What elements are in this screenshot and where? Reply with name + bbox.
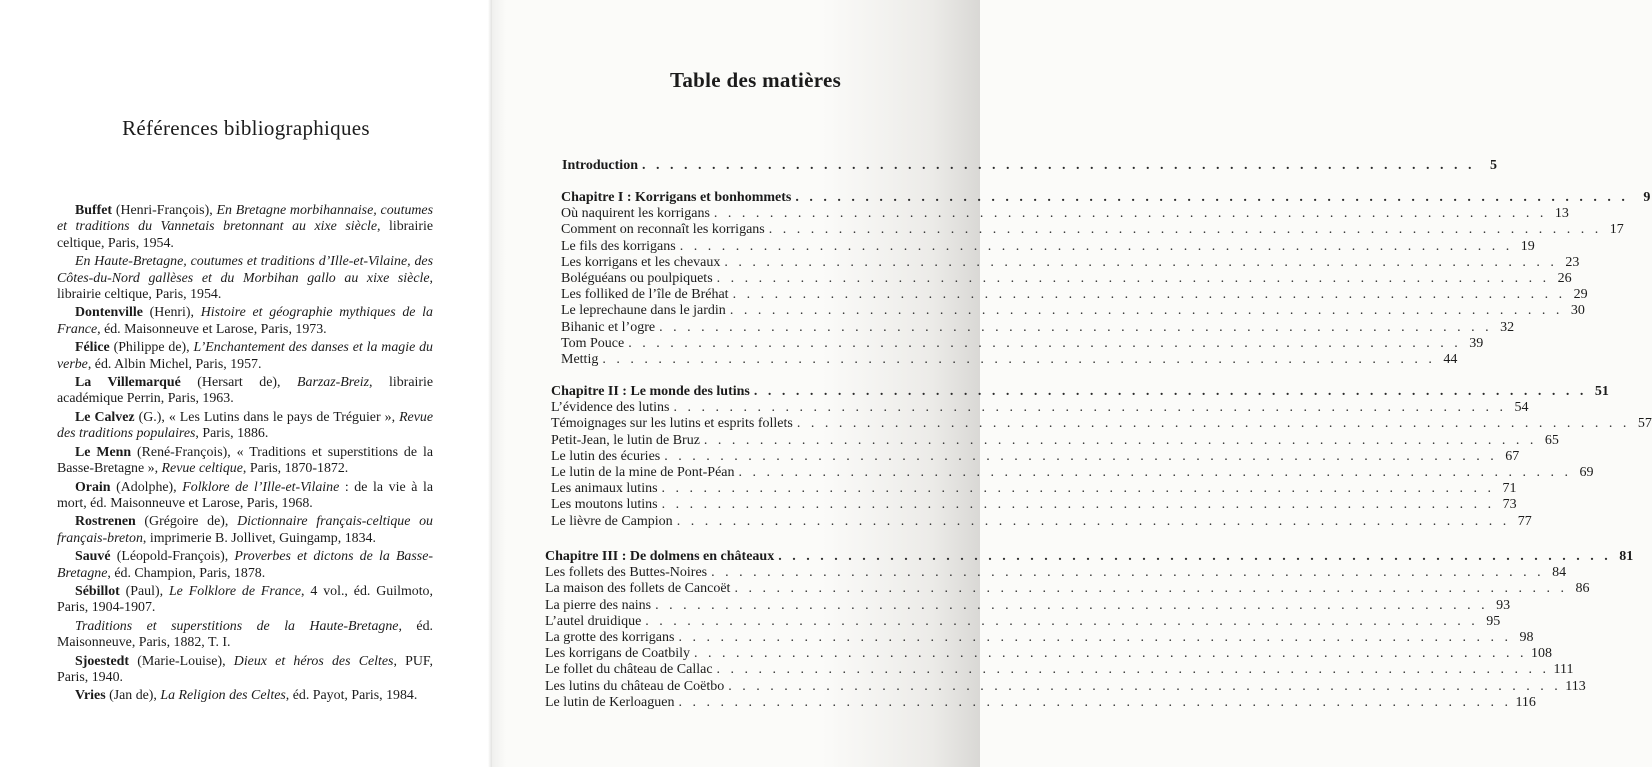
toc-page-number: 32: [1500, 319, 1515, 335]
toc-entry-title: Les korrigans de Coatbily: [545, 646, 691, 662]
dot-leader: . . . . . . . . . . . . . . . . . . . . . . . . . . . . . . . . . . . . . . . . . . . . . . . . . . . . . . . . . . . .: [713, 206, 1547, 222]
toc-page-number: 51: [1594, 384, 1609, 399]
dot-leader: . . . . . . . . . . . . . . . . . . . . . . . . . . . . . . . . . . . . . . . . . . . . . . . . . . . . . . . . . . . .: [768, 222, 1602, 238]
toc-page-number: 23: [1565, 254, 1580, 270]
reference-work-title: En Bretagne morbihannaise, coutumes et traditions du Vannetais bretonnant au xixe siècle: [57, 203, 433, 235]
reference-entry: [57, 619, 433, 652]
toc-page-number: 54: [1514, 400, 1529, 416]
reference-text: , éd. Payot, Paris, 1984.: [285, 688, 418, 704]
reference-entry: [57, 254, 433, 303]
reference-text: , librairie celtique, Paris, 1954.: [57, 270, 433, 303]
reference-text: (Jan de),: [105, 688, 161, 704]
toc-entry-row: [561, 222, 1624, 238]
reference-work-title: Le Folklore de France: [168, 583, 302, 599]
toc-page-number: 111: [1553, 662, 1574, 678]
toc-entry-row: [561, 254, 1580, 271]
reference-author: Buffet: [75, 203, 113, 218]
reference-author: Dontenville: [75, 305, 143, 321]
dot-leader: . . . . . . . . . . . . . . . . . . . . . . . . . . . . . . . . . . . . . . . . . . . . . . . . . . . . . . . . . . . .: [703, 432, 1537, 448]
toc-entry-title: L’autel druidique: [545, 613, 642, 629]
reference-entry: [57, 203, 433, 252]
reference-work-title: Proverbes et dictons de la Basse-Bretagne: [57, 549, 433, 581]
dot-leader: . . . . . . . . . . . . . . . . . . . . . . . . . . . . . . . . . . . . . . . . . . . . . . . . . . . . . . . . . . . .: [678, 694, 1512, 710]
toc-entry-row: [545, 629, 1534, 646]
toc-entry-title: Les korrigans et les chevaux: [561, 254, 721, 270]
toc-entry-title: Chapitre I : Korrigans et bonhommets: [561, 190, 792, 205]
reference-work-title: L’Enchantement des danses et la magie du verbe: [57, 340, 433, 372]
toc-entry-title: Témoignages sur les lutins et esprits follets: [551, 416, 793, 432]
toc-entry-row: [561, 206, 1569, 222]
reference-author: Vries: [75, 688, 106, 704]
toc-page-number: 13: [1554, 206, 1569, 222]
toc-entry-title: L’évidence des lutins: [551, 400, 670, 416]
toc-group-chapter-2: [551, 384, 1652, 530]
reference-author: Le Calvez: [75, 409, 135, 425]
reference-text: , librairie celtique, Paris, 1954.: [57, 219, 433, 251]
dot-leader: . . . . . . . . . . . . . . . . . . . . . . . . . . . . . . . . . . . . . . . . . . . . . . . . . . . . . . . . . . . .: [694, 646, 1528, 662]
reference-text: (Hersart de),: [180, 375, 298, 391]
dot-leader: . . . . . . . . . . . . . . . . . . . . . . . . . . . . . . . . . . . . . . . . . . . . . . . . . . . . . . . . . . . .: [724, 254, 1558, 270]
toc-title: Table des matières: [670, 68, 842, 92]
toc-page-number: 5: [1489, 158, 1497, 173]
reference-author: Orain: [75, 479, 111, 495]
toc-page-number: 108: [1531, 646, 1553, 662]
reference-author: Sjoestedt: [75, 653, 130, 669]
toc-entry-row: [551, 400, 1529, 416]
toc-page-number: 84: [1552, 565, 1567, 581]
toc-entry-row: [561, 287, 1588, 303]
reference-work-title: Traditions et superstitions de la Haute-Bretagne: [75, 618, 399, 634]
reference-entry: [57, 584, 433, 617]
dot-leader: . . . . . . . . . . . . . . . . . . . . . . . . . . . . . . . . . . . . . . . . . . . . . . . . . . . . . . . . . . . .: [655, 597, 1489, 613]
reference-work-title: Revue celtique: [161, 461, 243, 477]
reference-text: , éd. Maisonneuve et Larose, Paris, 1973.: [97, 321, 327, 337]
toc-entry-row: [551, 416, 1652, 432]
toc-page-number: 19: [1520, 238, 1535, 254]
reference-text: , éd. Albin Michel, Paris, 1957.: [87, 356, 262, 372]
reference-text: (Paul),: [119, 583, 169, 599]
toc-group-chapter-1: [561, 190, 1651, 368]
reference-text: (Philippe de),: [109, 340, 194, 356]
toc-entry-row: [551, 481, 1517, 497]
toc-page-number: 9: [1643, 190, 1651, 205]
reference-work-title: Barzaz-Breiz: [297, 375, 370, 391]
toc-chapter-row: [545, 549, 1634, 565]
toc-entry-row: [545, 613, 1501, 630]
toc-entry-row: [545, 646, 1553, 662]
reference-entry: [57, 340, 433, 373]
dot-leader: . . . . . . . . . . . . . . . . . . . . . . . . . . . . . . . . . . . . . . . . . . . . . . . . . . . . . . . . . . . .: [676, 513, 1510, 529]
dot-leader: . . . . . . . . . . . . . . . . . . . . . . . . . . . . . . . . . . . . . . . . . . . . . . . . . . . . . . . . . . . .: [664, 448, 1498, 464]
dot-leader: . . . . . . . . . . . . . . . . . . . . . . . . . . . . . . . . . . . . . . . . . . . . . . . . . . . . . . . . . . . .: [778, 549, 1612, 564]
toc-entry-title: Le lutin de Kerloaguen: [545, 694, 675, 710]
toc-page-number: 113: [1565, 678, 1586, 694]
toc-entry-row: [561, 270, 1572, 287]
reference-author: Félice: [75, 340, 110, 356]
toc-entry-title: Le lutin des écuries: [551, 448, 661, 464]
toc-entry-row: [561, 319, 1515, 336]
toc-entry-row: [561, 351, 1458, 368]
toc-entry-row: [551, 448, 1520, 465]
dot-leader: . . . . . . . . . . . . . . . . . . . . . . . . . . . . . . . . . . . . . . . . . . . . . . . . . . . . . . . . . . . .: [734, 581, 1568, 597]
reference-entry: [57, 445, 433, 478]
dot-leader: . . . . . . . . . . . . . . . . . . . . . . . . . . . . . . . . . . . . . . . . . . . . . . . . . . . . . . . . . . . .: [673, 400, 1507, 416]
reference-work-title: En Haute-Bretagne, coutumes et traditions d’Ille-et-Vilaine, des Côtes-du-Nord gallèses et du Morbihan gallo au xixe siècle: [57, 254, 433, 286]
toc-entry-row: [551, 513, 1532, 530]
toc-entry-row: [551, 432, 1559, 449]
toc-entry-row: [561, 335, 1484, 352]
toc-entry-row: [561, 238, 1535, 255]
toc-page-number: 77: [1517, 513, 1532, 529]
toc-page-number: 17: [1609, 222, 1624, 238]
reference-work-title: Revue des traditions populaires: [57, 409, 433, 442]
toc-entry-title: Petit-Jean, le lutin de Bruz: [551, 432, 700, 448]
toc-page-number: 65: [1544, 432, 1559, 448]
reference-text: (Henri),: [142, 305, 201, 321]
toc-chapter-row: [561, 190, 1651, 206]
toc-entry-title: Comment on reconnaît les korrigans: [561, 222, 765, 238]
toc-entry-title: Bihanic et l’ogre: [561, 319, 656, 335]
dot-leader: . . . . . . . . . . . . . . . . . . . . . . . . . . . . . . . . . . . . . . . . . . . . . . . . . . . . . . . . . . . .: [661, 481, 1495, 497]
toc-entry-row: [551, 497, 1517, 513]
dot-leader: . . . . . . . . . . . . . . . . . . . . . . . . . . . . . . . . . . . . . . . . . . . . . . . . . . . . . . . . . . . .: [795, 190, 1629, 205]
reference-text: (Grégoire de),: [135, 514, 238, 530]
toc-page-number: 67: [1505, 448, 1520, 464]
dot-leader: . . . . . . . . . . . . . . . . . . . . . . . . . . . . . . . . . . . . . . . . . . . . . . . . . . . . . . . . . . . .: [678, 629, 1512, 645]
toc-entry-title: Le leprechaune dans le jardin: [561, 303, 726, 319]
references-list: [57, 203, 433, 707]
toc-entry-title: La grotte des korrigans: [545, 629, 675, 645]
reference-author: Sébillot: [75, 583, 120, 599]
dot-leader: . . . . . . . . . . . . . . . . . . . . . . . . . . . . . . . . . . . . . . . . . . . . . . . . . . . . . . . . . . . .: [716, 662, 1550, 678]
references-title: Références bibliographiques: [122, 116, 370, 140]
reference-text: , éd. Champion, Paris, 1878.: [107, 565, 266, 581]
toc-page-number: 44: [1443, 351, 1458, 367]
dot-leader: . . . . . . . . . . . . . . . . . . . . . . . . . . . . . . . . . . . . . . . . . . . . . . . . . . . . . . . . . . . .: [729, 303, 1563, 319]
dot-leader: . . . . . . . . . . . . . . . . . . . . . . . . . . . . . . . . . . . . . . . . . . . . . . . . . . . . . . . . . . . .: [602, 351, 1436, 367]
toc-page-number: 69: [1579, 464, 1594, 480]
toc-entry-title: La pierre des nains: [545, 597, 652, 613]
reference-author: La Villemarqué: [75, 375, 181, 391]
toc-entry-row: [545, 565, 1567, 581]
reference-work-title: Dieux et héros des Celtes: [233, 653, 394, 669]
reference-text: (René-François), « Traditions et superstitions de la Basse-Bretagne »,: [57, 444, 433, 477]
left-page: [0, 0, 492, 767]
reference-text: (Adolphe),: [110, 479, 183, 495]
dot-leader: . . . . . . . . . . . . . . . . . . . . . . . . . . . . . . . . . . . . . . . . . . . . . . . . . . . . . . . . . . . .: [659, 319, 1493, 335]
reference-entry: [57, 410, 433, 443]
toc-page-number: 81: [1619, 549, 1634, 564]
reference-text: (Henri-François),: [112, 203, 217, 218]
toc-page-number: 29: [1573, 287, 1588, 303]
toc-entry-title: Chapitre II : Le monde des lutins: [551, 384, 750, 399]
toc-page-number: 98: [1519, 629, 1534, 645]
dot-leader: . . . . . . . . . . . . . . . . . . . . . . . . . . . . . . . . . . . . . . . . . . . . . . . . . . . . . . . . . . . .: [796, 416, 1630, 432]
reference-text: , imprimerie B. Jollivet, Guingamp, 1834.: [142, 530, 376, 546]
dot-leader: . . . . . . . . . . . . . . . . . . . . . . . . . . . . . . . . . . . . . . . . . . . . . . . . . . . . . . . . . . . .: [661, 497, 1495, 513]
toc-page-number: 30: [1570, 303, 1585, 319]
toc-page-number: 86: [1575, 581, 1590, 597]
toc-page-number: 116: [1515, 694, 1536, 710]
reference-text: (Léopold-François),: [110, 549, 235, 565]
toc-page-number: 95: [1486, 613, 1501, 629]
reference-text: , 4 vol., éd. Guilmoto, Paris, 1904-1907.: [57, 583, 433, 616]
toc-entry-title: Introduction: [562, 158, 638, 173]
toc-entry-title: Le lutin de la mine de Pont-Péan: [551, 464, 735, 480]
reference-entry: [57, 480, 433, 513]
toc-entry-title: La maison des follets de Cancoët: [545, 581, 731, 597]
reference-text: (G.), « Les Lutins dans le pays de Tréguier »,: [134, 409, 400, 425]
reference-text: (Marie-Louise),: [129, 653, 234, 669]
dot-leader: . . . . . . . . . . . . . . . . . . . . . . . . . . . . . . . . . . . . . . . . . . . . . . . . . . . . . . . . . . . .: [732, 287, 1566, 303]
reference-entry: [57, 375, 433, 408]
dot-leader: . . . . . . . . . . . . . . . . . . . . . . . . . . . . . . . . . . . . . . . . . . . . . . . . . . . . . . . . . . . .: [753, 384, 1587, 399]
reference-text: , PUF, Paris, 1940.: [57, 653, 433, 685]
dot-leader: . . . . . . . . . . . . . . . . . . . . . . . . . . . . . . . . . . . . . . . . . . . . . . . . . . . . . . . . . . . .: [728, 678, 1562, 694]
reference-text: : de la vie à la mort, éd. Maisonneuve et Larose, Paris, 1968.: [57, 479, 433, 511]
toc-entry-row: [545, 694, 1536, 711]
reference-entry: [57, 305, 433, 338]
toc-entry-title: Mettig: [561, 351, 599, 367]
reference-work-title: Dictionnaire français-celtique ou français-breton: [57, 514, 433, 546]
toc-entry-title: Les moutons lutins: [551, 497, 658, 513]
reference-author: Sauvé: [75, 549, 111, 565]
reference-author: Rostrenen: [75, 514, 136, 530]
dot-leader: . . . . . . . . . . . . . . . . . . . . . . . . . . . . . . . . . . . . . . . . . . . . . . . . . . . . . . . . . . . .: [711, 565, 1545, 581]
reference-entry: [57, 514, 433, 547]
toc-page-number: 57: [1637, 416, 1652, 432]
toc-entry-row: [545, 662, 1574, 678]
reference-text: , Paris, 1870-1872.: [242, 461, 349, 477]
dot-leader: . . . . . . . . . . . . . . . . . . . . . . . . . . . . . . . . . . . . . . . . . . . . . . . . . . . . . . . . . . . .: [641, 158, 1475, 173]
toc-group-chapter-3: [545, 549, 1634, 711]
reference-entry: [57, 549, 433, 582]
toc-entry-title: Les follets des Buttes-Noires: [545, 565, 708, 581]
toc-page-number: 26: [1557, 270, 1572, 286]
toc-entry-title: Tom Pouce: [561, 335, 625, 351]
toc-entry-title: Le follet du château de Callac: [545, 662, 713, 678]
toc-chapter-row: [551, 384, 1609, 400]
toc-chapter-row: [562, 158, 1497, 174]
toc-entry-title: Les lutins du château de Coëtbo: [545, 678, 725, 694]
toc-entry-row: [545, 678, 1586, 695]
toc-page-number: 39: [1469, 335, 1484, 351]
reference-text: , librairie académique Perrin, Paris, 1963.: [57, 375, 433, 407]
toc-entry-row: [551, 464, 1594, 481]
reference-entry: [57, 688, 433, 704]
toc-entry-title: Les animaux lutins: [551, 481, 658, 497]
toc-entry-title: Le fils des korrigans: [561, 238, 676, 254]
toc-entry-row: [561, 303, 1585, 319]
reference-author: Le Menn: [75, 444, 132, 460]
toc-entry-row: [545, 581, 1590, 597]
toc-page-number: 71: [1502, 481, 1517, 497]
reference-work-title: Histoire et géographie mythiques de la France: [57, 305, 433, 337]
dot-leader: . . . . . . . . . . . . . . . . . . . . . . . . . . . . . . . . . . . . . . . . . . . . . . . . . . . . . . . . . . . .: [716, 270, 1550, 286]
dot-leader: . . . . . . . . . . . . . . . . . . . . . . . . . . . . . . . . . . . . . . . . . . . . . . . . . . . . . . . . . . . .: [679, 238, 1513, 254]
dot-leader: . . . . . . . . . . . . . . . . . . . . . . . . . . . . . . . . . . . . . . . . . . . . . . . . . . . . . . . . . . . .: [645, 613, 1479, 629]
toc-page-number: 73: [1502, 497, 1517, 513]
toc-entry-title: Où naquirent les korrigans: [561, 206, 710, 222]
dot-leader: . . . . . . . . . . . . . . . . . . . . . . . . . . . . . . . . . . . . . . . . . . . . . . . . . . . . . . . . . . . .: [738, 464, 1572, 480]
toc-entry-title: Le lièvre de Campion: [551, 513, 673, 529]
toc-page-number: 93: [1496, 597, 1511, 613]
toc-entry-row: [545, 597, 1511, 614]
reference-text: , Paris, 1886.: [195, 426, 269, 442]
reference-work-title: Folklore de l’Ille-et-Vilaine: [182, 479, 340, 495]
toc-entry-title: Les folliked de l’île de Bréhat: [561, 287, 729, 303]
toc-group-intro: [562, 158, 1497, 174]
dot-leader: . . . . . . . . . . . . . . . . . . . . . . . . . . . . . . . . . . . . . . . . . . . . . . . . . . . . . . . . . . . .: [628, 335, 1462, 351]
reference-entry: [57, 654, 433, 687]
reference-text: , éd. Maisonneuve, Paris, 1882, T. I.: [57, 618, 433, 651]
reference-work-title: La Religion des Celtes: [160, 688, 286, 704]
toc-entry-title: Chapitre III : De dolmens en châteaux: [545, 549, 775, 564]
toc-entry-title: Boléguéans ou poulpiquets: [561, 270, 713, 286]
